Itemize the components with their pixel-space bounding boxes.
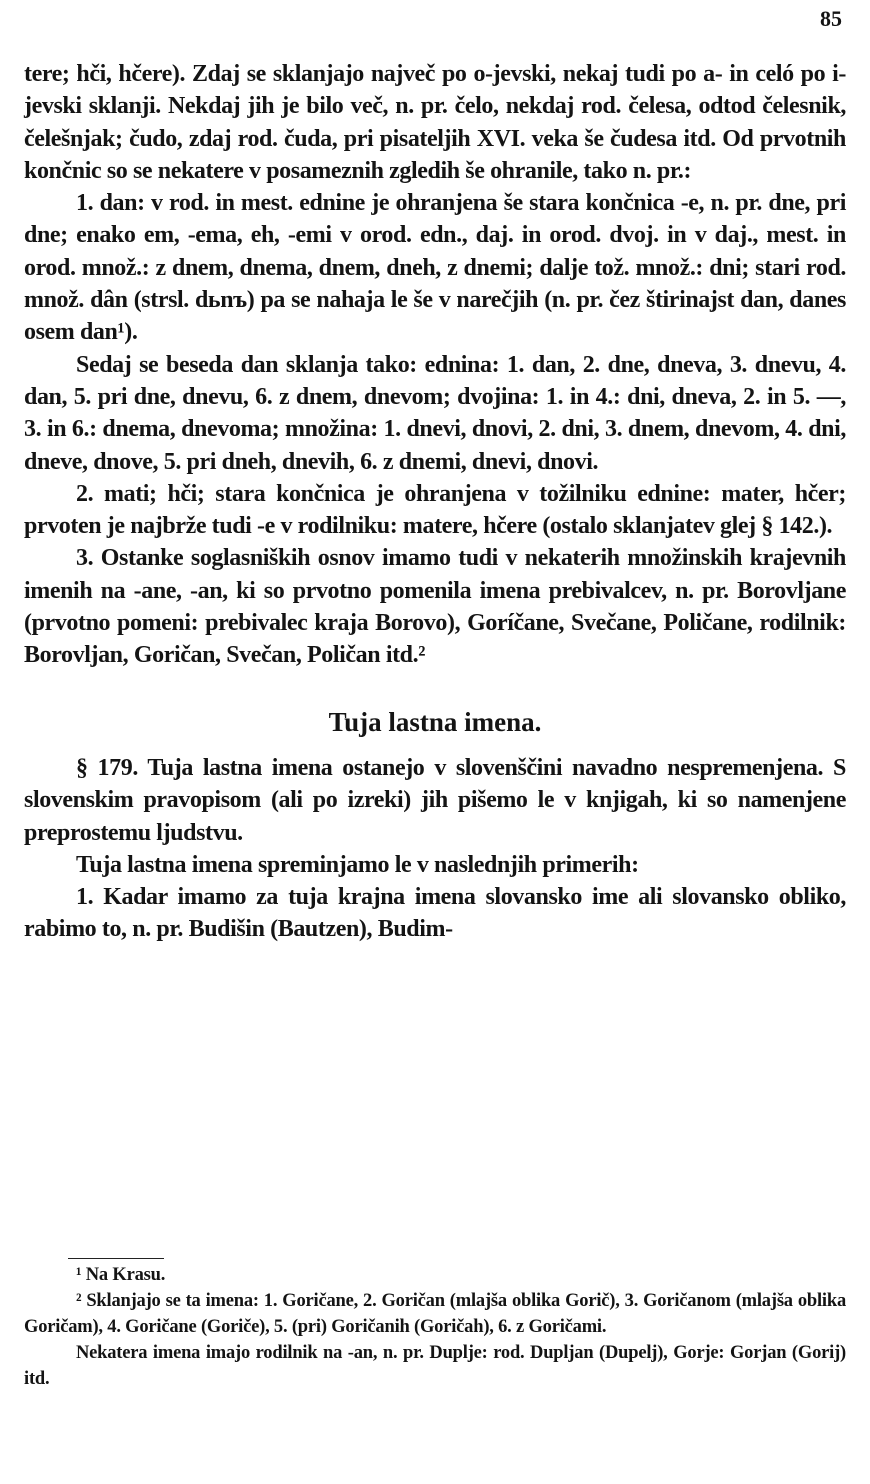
- section-heading: Tuja lastna imena.: [328, 706, 542, 737]
- footnote-1: ¹ Na Krasu.: [76, 1265, 166, 1285]
- paragraph-dan-declension: Sedaj se beseda dan sklanja tako: ednina: 1. dan, 2. dne, dneva, 3. dnevu, 4. dan, 5. pri dne, dnevu, 6. z dnem, dnevom; dvojina: 1. in 4.: dni, dneva, 2. in 5. —, 3. in 6.: dnema, dnevoma; množina: 1. dnevi, dnovi, 2. dni, 3. dnem, dnevom, 4. dni, dneve, dnove, 5. pri dneh, dnevih, 6. z dnemi, dnevi, dnovi.: [24, 351, 846, 475]
- footnote-2-continuation: Nekatera imena imajo rodilnik na -an, n. pr. Duplje: rod. Dupljan (Dupelj), Gorje: Gorjan (Gorij) itd.: [24, 1343, 846, 1389]
- paragraph-dan: 1. dan: v rod. in mest. ednine je ohranjena še stara končnica -e, n. pr. dne, pri dne; enako em, -ema, eh, -emi v orod. edn., daj. in orod. dvoj. in v daj., mest. in orod. množ.: z dnem, dnema, dnem, dneh, z dnemi; dalje tož. množ.: dni; stari rod. množ. dân (strsl. dьnъ) pa se nahaja le še v narečjih (n. pr. čez štirinajst dan, danes osem dan¹).: [24, 190, 846, 346]
- paragraph-place-names: 3. Ostanke soglasniških osnov imamo tudi v nekaterih množinskih krajevnih imenih na -ane, -an, ki so prvotno pomenila imena prebivalcev, n. pr. Borovljane (prvotno pomeni: prebivalec kraja Borovo), Goríčane, Svečane, Poličane, rodilnik: Borovljan, Goričan, Svečan, Poličan itd.²: [24, 545, 846, 669]
- main-text: [24, 58, 846, 946]
- paragraph-mati: 2. mati; hči; stara končnica je ohranjena v tožilniku ednine: mater, hčer; prvoten je najbrže tudi -e v rodilniku: matere, hčere (ostalo sklanjatev glej § 142.).: [24, 480, 846, 540]
- paragraph-cases-intro: Tuja lastna imena spreminjamo le v naslednjih primerih:: [76, 851, 639, 878]
- footnote-divider: [68, 1258, 164, 1259]
- footnote-2: ² Sklanjajo se ta imena: 1. Goričane, 2. Goričan (mlajša oblika Gorič), 3. Goričanom (mlajša oblika Goričam), 4. Goričane (Goriče), 5. (pri) Goričanih (Goričah), 6. z Goričami.: [24, 1291, 846, 1337]
- footnotes: [24, 1262, 846, 1392]
- page-number: 85: [820, 6, 842, 31]
- paragraph-intro: tere; hči, hčere). Zdaj se sklanjajo največ po o-jevski, nekaj tudi po a- in celó po i-jevski sklanji. Nekdaj jih je bilo več, n. pr. čelo, nekdaj rod. čelesa, odtod čelesnik, čelešnjak; čudo, zdaj rod. čuda, pri pisateljih XVI. veka še čudesa itd. Od prvotnih končnic so se nekatere v posameznih zgledih še ohranile, tako n. pr.:: [24, 61, 846, 184]
- paragraph-case-1: 1. Kadar imamo za tuja krajna imena slovansko ime ali slovansko obliko, rabimo to, n. pr. Budišin (Bautzen), Budim-: [24, 884, 846, 943]
- paragraph-section-179: § 179. Tuja lastna imena ostanejo v slovenščini navadno nespremenjena. S slovenskim pravopisom (ali po izreki) jih pišemo le v knjigah, ki so namenjene preprostemu ljudstvu.: [24, 754, 846, 846]
